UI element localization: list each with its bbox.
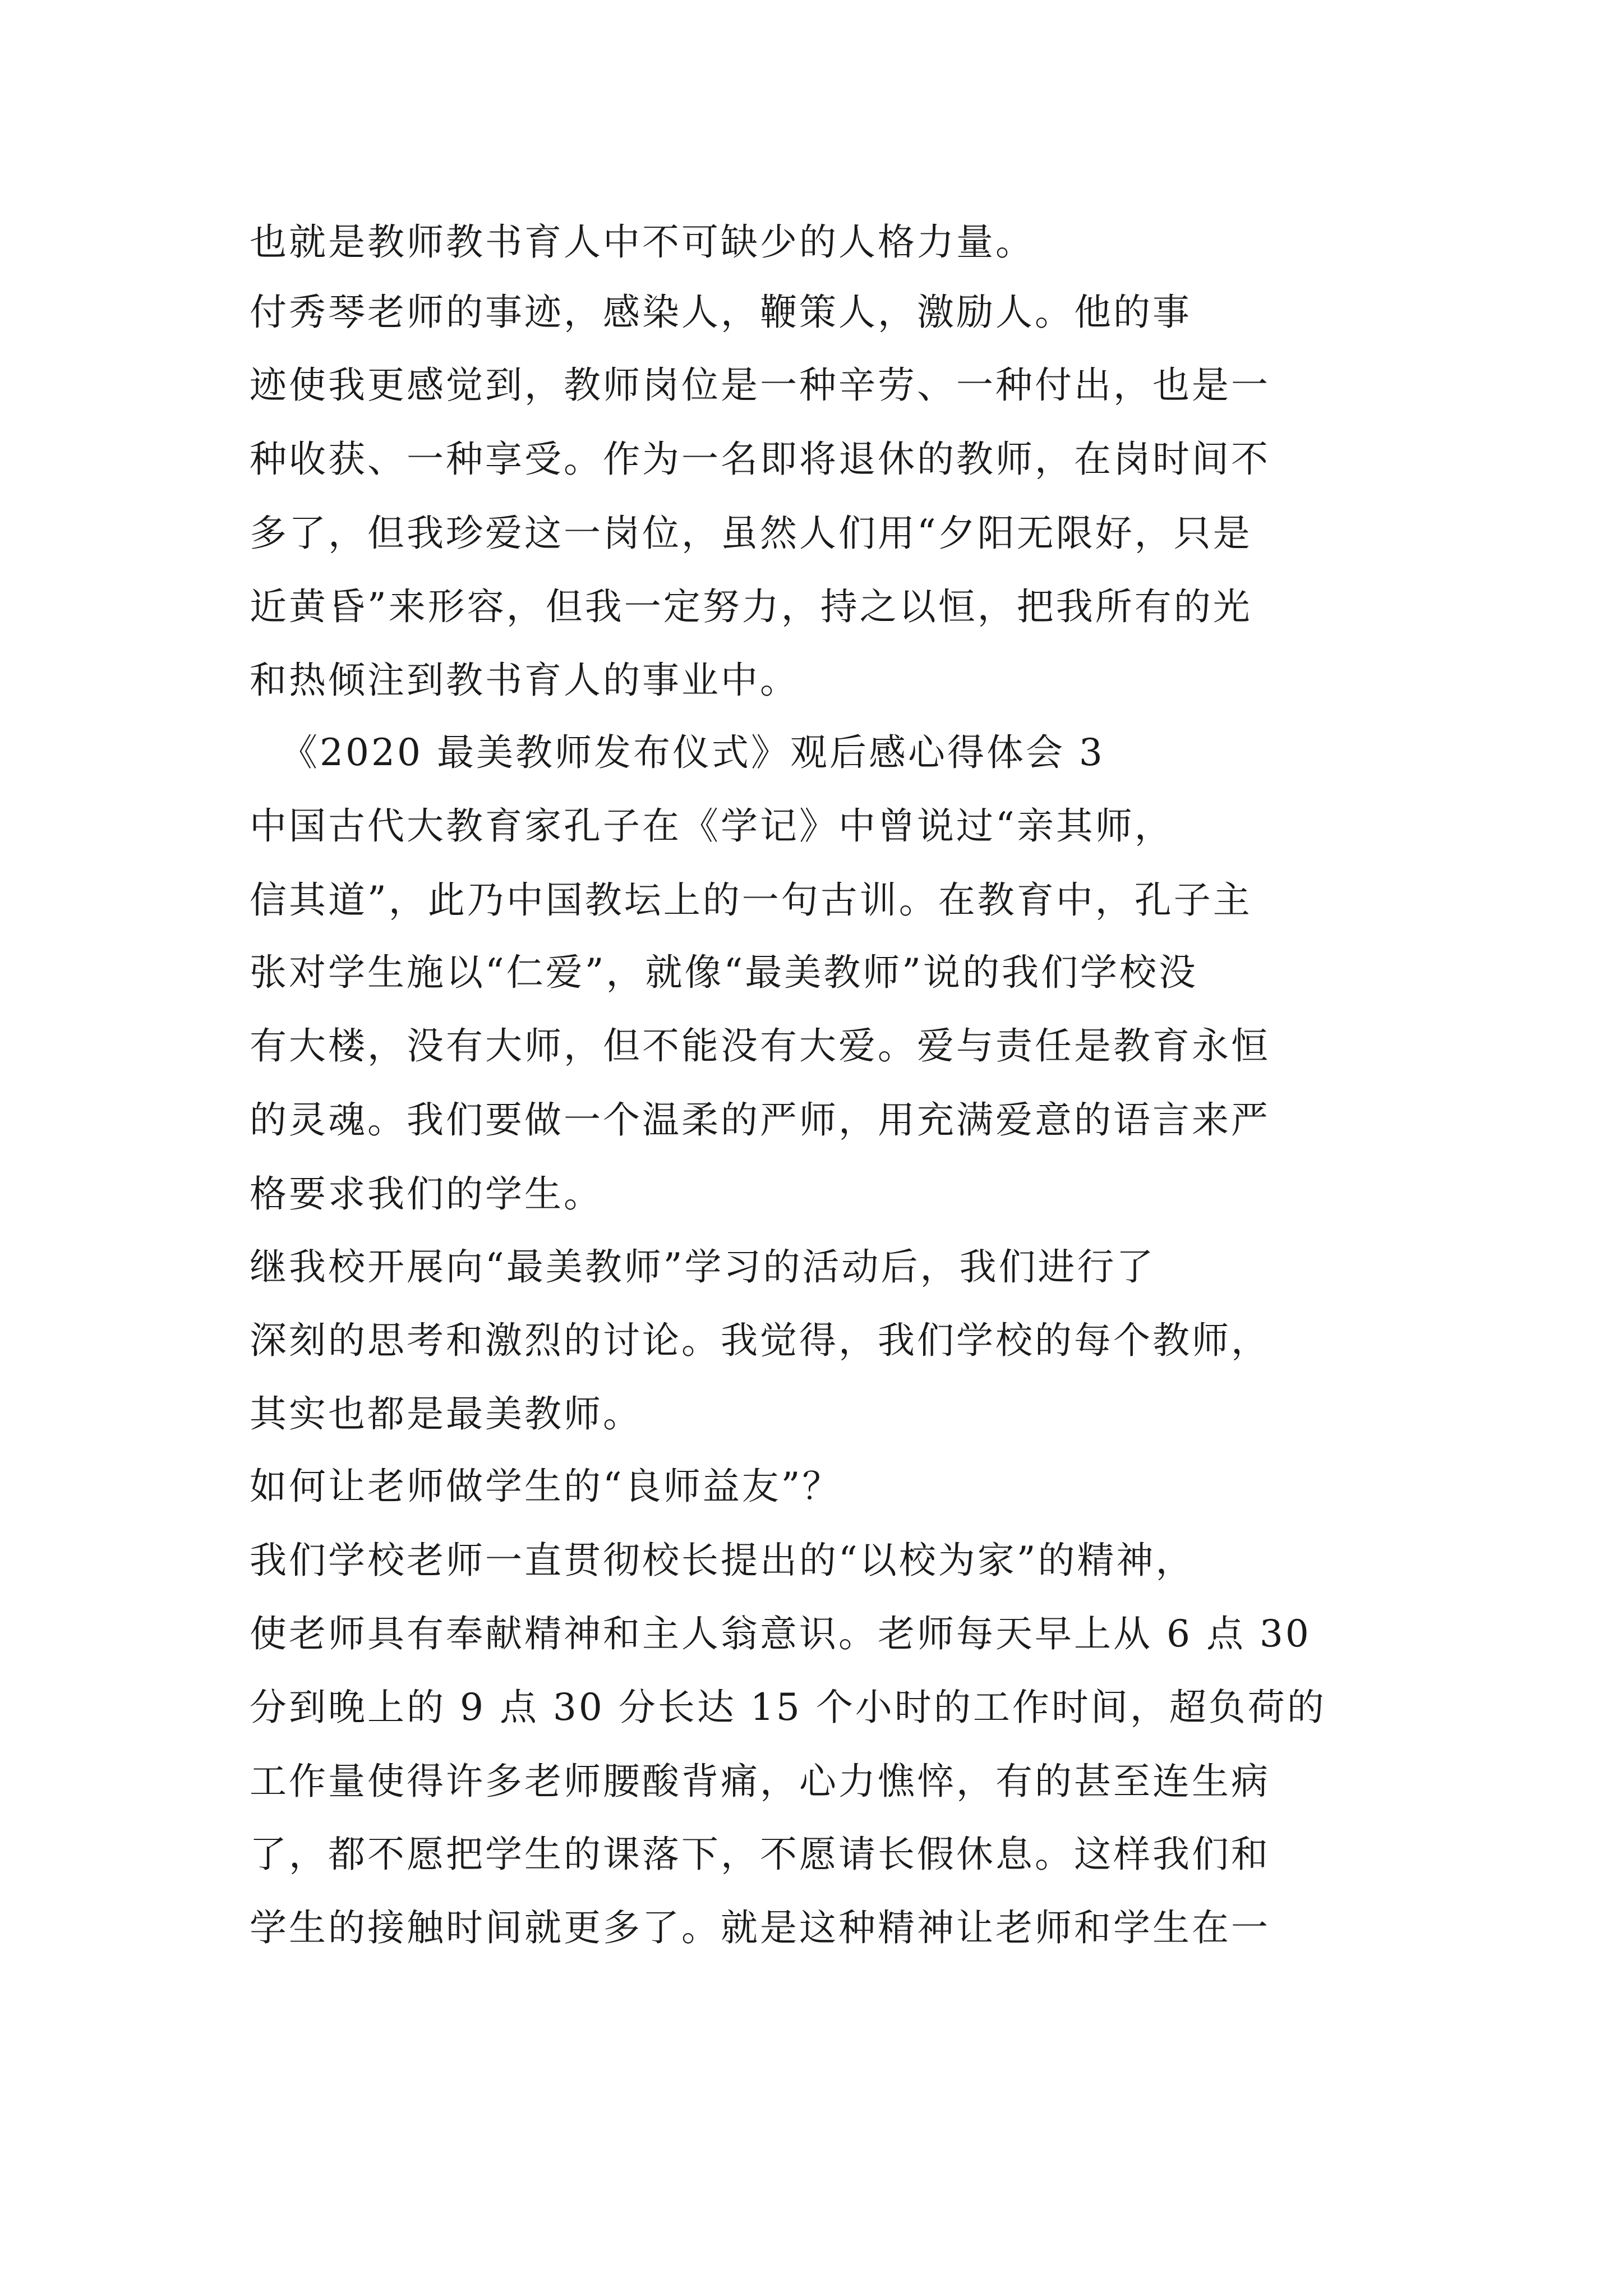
paragraph-line: 格要求我们的学生。 (250, 1172, 603, 1216)
paragraph-line: 也就是教师教书育人中不可缺少的人格力量。 (250, 220, 1035, 264)
paragraph-line: 中国古代大教育家孔子在《学记》中曾说过“亲其师， (250, 804, 1174, 848)
paragraph-line: 迹使我更感觉到，教师岗位是一种辛劳、一种付出，也是一 (250, 364, 1270, 407)
paragraph-line: 工作量使得许多老师腰酸背痛，心力憔悴，有的甚至连生病 (250, 1760, 1270, 1803)
paragraph-line: 分到晚上的 9 点 30 分长达 15 个小时的工作时间，超负荷的 (250, 1686, 1326, 1729)
paragraph-line: 张对学生施以“仁爱”，就像“最美教师”说的我们学校没 (250, 951, 1198, 994)
paragraph-line: 了，都不愿把学生的课落下，不愿请长假休息。这样我们和 (250, 1833, 1270, 1876)
paragraph-line: 近黄昏”来形容，但我一定努力，持之以恒，把我所有的光 (250, 585, 1252, 628)
paragraph-line: 深刻的思考和激烈的讨论。我觉得，我们学校的每个教师， (250, 1319, 1270, 1362)
paragraph-line: 我们学校老师一直贯彻校长提出的“以校为家”的精神， (250, 1539, 1195, 1582)
paragraph-line: 如何让老师做学生的“良师益友”？ (250, 1465, 842, 1508)
paragraph-line: 的灵魂。我们要做一个温柔的严师，用充满爱意的语言来严 (250, 1098, 1270, 1142)
paragraph-line: 和热倾注到教书育人的事业中。 (250, 659, 799, 702)
paragraph-line: 其实也都是最美教师。 (250, 1392, 642, 1435)
paragraph-line: 继我校开展向“最美教师”学习的活动后，我们进行了 (250, 1245, 1156, 1289)
paragraph-line: 多了，但我珍爱这一岗位，虽然人们用“夕阳无限好，只是 (250, 512, 1252, 555)
paragraph-line: 付秀琴老师的事迹，感染人，鞭策人，激励人。他的事 (250, 291, 1192, 334)
section-heading: 《2020 最美教师发布仪式》观后感心得体会 3 (280, 731, 1105, 774)
paragraph-line: 有大楼，没有大师，但不能没有大爱。爱与责任是教育永恒 (250, 1024, 1270, 1068)
paragraph-line: 使老师具有奉献精神和主人翁意识。老师每天早上从 6 点 30 (250, 1612, 1311, 1655)
paragraph-line: 种收获、一种享受。作为一名即将退休的教师，在岗时间不 (250, 438, 1270, 481)
paragraph-line: 学生的接触时间就更多了。就是这种精神让老师和学生在一 (250, 1906, 1270, 1949)
paragraph-line: 信其道”，此乃中国教坛上的一句古训。在教育中，孔子主 (250, 878, 1252, 922)
